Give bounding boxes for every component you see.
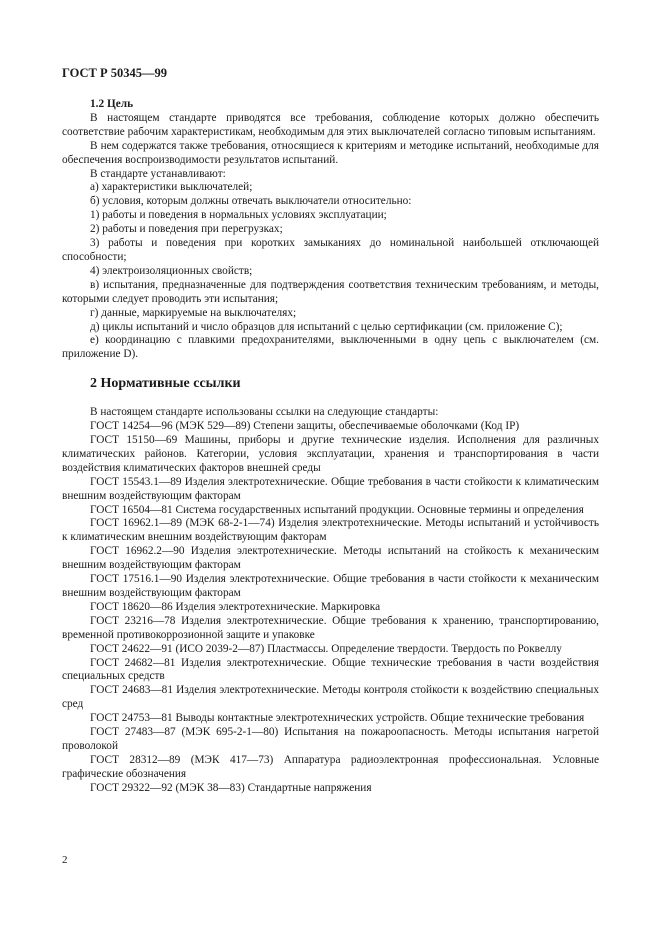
reference-item: ГОСТ 18620—86 Изделия электротехнические. Маркировка [90, 600, 381, 613]
document-code-header: ГОСТ Р 50345—99 [62, 66, 168, 80]
list-item: 1) работы и поведения в нормальных условиях эксплуатации; [90, 209, 387, 222]
section-1-2-heading: 1.2 Цель [90, 98, 134, 110]
reference-item: ГОСТ 14254—96 (МЭК 529—89) Степени защиты, обеспечиваемые оболочками (Код IP) [90, 420, 520, 433]
reference-item: ГОСТ 29322—92 (МЭК 38—83) Стандартные напряжения [90, 781, 372, 794]
reference-item: ГОСТ 24683—81 Изделия электротехнические. Методы контроля стойкости к воздействию специальных сред [62, 684, 599, 711]
list-item: г) данные, маркируемые на выключателях; [90, 306, 297, 319]
reference-item: ГОСТ 28312—89 (МЭК 417—73) Аппаратура радиоэлектронная профессиональная. Условные графические обозначения [62, 753, 599, 780]
reference-item: ГОСТ 24682—81 Изделия электротехнические. Общие технические требования в части воздействия специальных средств [62, 656, 599, 683]
reference-item: ГОСТ 24622—91 (ИСО 2039-2—87) Пластмассы. Определение твердости. Твердость по Роквеллу [90, 642, 562, 655]
reference-item: ГОСТ 17516.1—90 Изделия электротехнические. Общие требования в части стойкости к механическим внешним воздействующим факторам [62, 573, 599, 599]
section-2-heading: 2 Нормативные ссылки [90, 376, 241, 392]
reference-item: ГОСТ 16962.1—89 (МЭК 68-2-1—74) Изделия электротехнические. Методы испытаний и устойчивость к климатическим внешним воздействующим факторам [62, 517, 599, 544]
paragraph: В настоящем стандарте приводятся все требования, соблюдение которых должно обеспечить соответствие рабочим характеристикам, необходимым для этих выключателей согласно типовым испытаниям. [62, 111, 599, 138]
list-item: 2) работы и поведения при перегрузках; [90, 223, 283, 236]
list-item: 3) работы и поведения при коротких замыканиях до номинальной наибольшей отключающей способности; [62, 237, 599, 263]
list-item: а) характеристики выключателей; [90, 181, 253, 194]
reference-item: ГОСТ 15150—69 Машины, приборы и другие технические изделия. Исполнения для различных климатических районов. Категории, условия эксплуатации, хранения и транспортирования в части воздействия климатических факторов внешней среды [62, 434, 599, 474]
reference-item: ГОСТ 24753—81 Выводы контактные электротехнических устройств. Общие технические требования [90, 712, 585, 725]
list-item: в) испытания, предназначенные для подтверждения соответствия техническим требованиям, и методы, которыми следует проводить эти испытания; [62, 278, 599, 305]
paragraph: В стандарте устанавливают: [90, 167, 226, 180]
section-2-intro: В настоящем стандарте использованы ссылки на следующие стандарты: [90, 406, 439, 419]
list-item: б) условия, которым должны отвечать выключатели относительно: [90, 195, 412, 208]
reference-item: ГОСТ 23216—78 Изделия электротехнические. Общие требования к хранению, транспортированию, временной противокоррозионной защите и упаковке [62, 614, 599, 641]
paragraph: В нем содержатся также требования, относящиеся к критериям и методике испытаний, необходимые для обеспечения воспроизводимости результатов испытаний. [62, 139, 599, 166]
reference-item: ГОСТ 16962.2—90 Изделия электротехнические. Методы испытаний на стойкость к механическим внешним воздействующим факторам [62, 545, 599, 572]
reference-item: ГОСТ 15543.1—89 Изделия электротехнические. Общие требования в части стойкости к климатическим внешним воздействующим факторам [62, 475, 599, 502]
page-content [62, 98, 599, 796]
list-item: 4) электроизоляционных свойств; [90, 264, 253, 277]
list-item: е) координацию с плавкими предохранителями, выключенными в одну цепь с выключателем (см. приложение D). [62, 334, 599, 361]
page-number: 2 [62, 854, 68, 866]
reference-item: ГОСТ 16504—81 Система государственных испытаний продукции. Основные термины и определения [90, 503, 584, 516]
list-item: д) циклы испытаний и число образцов для испытаний с целью сертификации (см. приложение С); [90, 320, 563, 333]
reference-item: ГОСТ 27483—87 (МЭК 695-2-1—80) Испытания на пожароопасность. Методы испытания нагретой проволокой [62, 726, 599, 752]
